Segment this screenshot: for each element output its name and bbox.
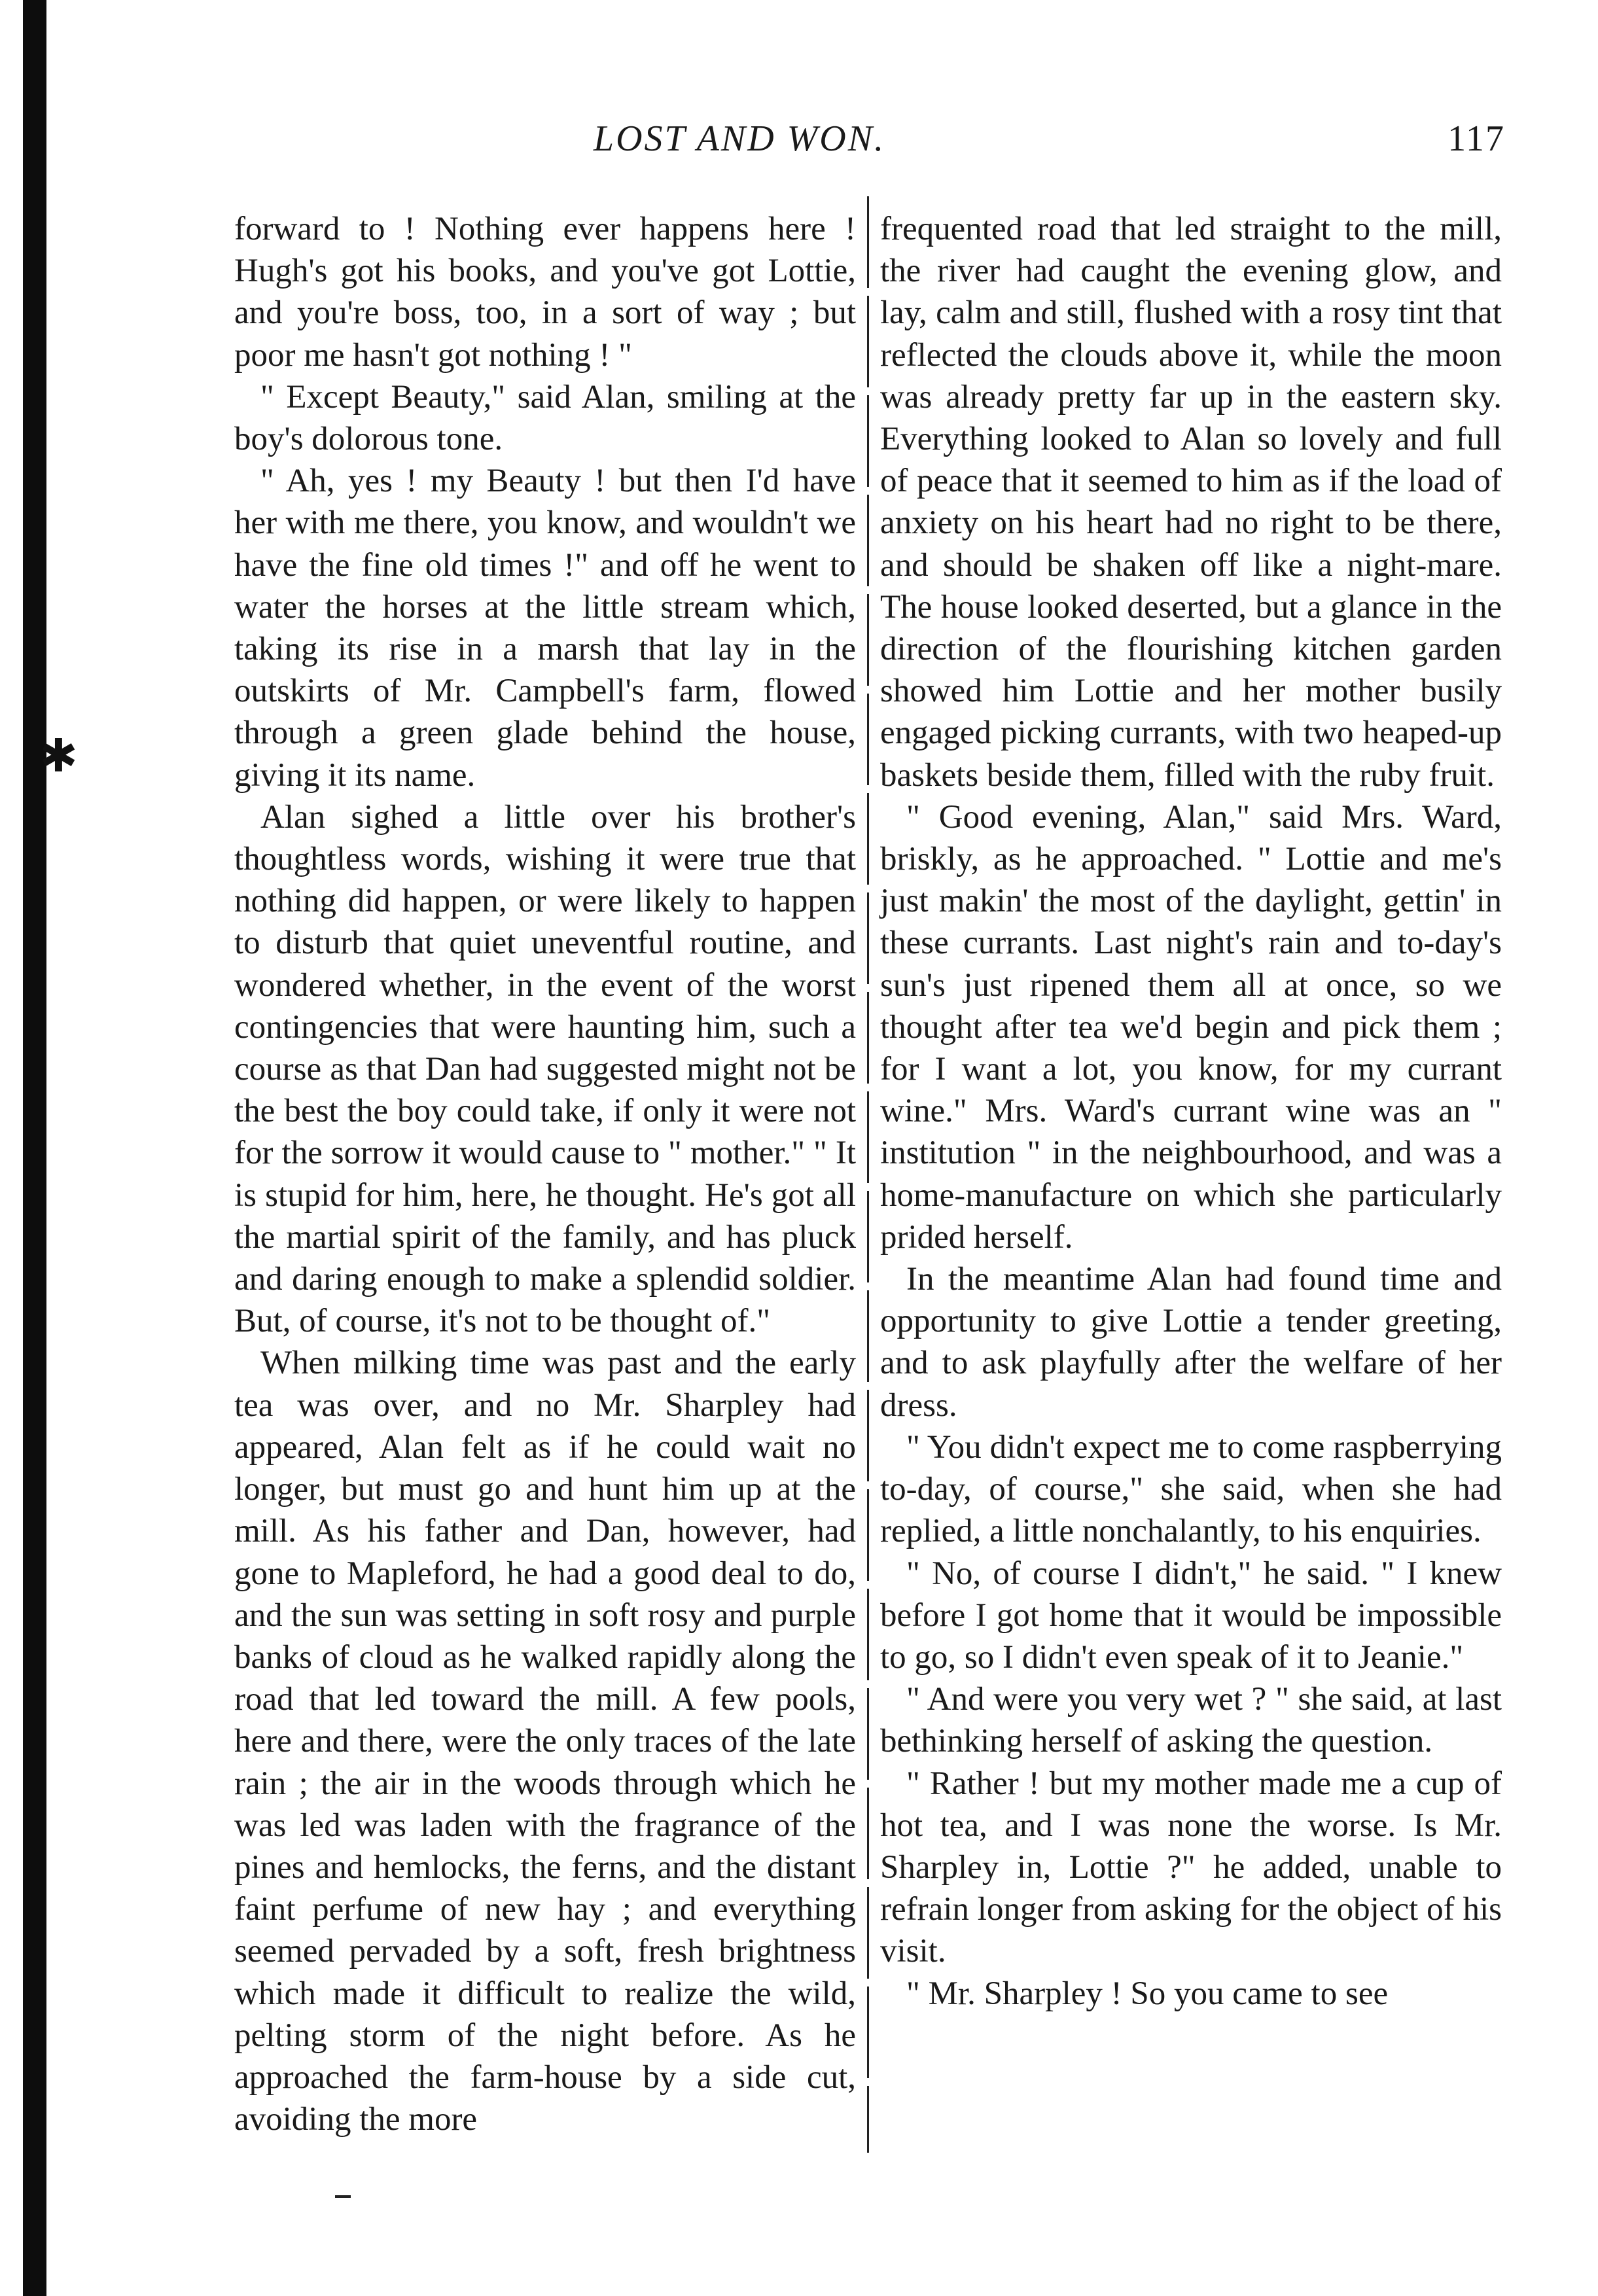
page-header [222,118,1531,170]
paragraph: " Good evening, Alan," said Mrs. Ward, briskly, as he approached. " Lottie and me's just makin' the most of the daylight, gettin' in these currants. Last night's rain and to-day's sun's just ripened them all at once, so we thought after tea we'd begin and pick them ; for I want a lot, you know, for my currant wine." Mrs. Ward's currant wine was an " institution " in the neighbourhood, and was a home-manufacture on which she particularly prided herself. [880,798,1502,1256]
paragraph: " And were you very wet ? " she said, at last bethinking herself of asking the question. [880,1681,1502,1760]
paragraph: " Except Beauty," said Alan, smiling at the boy's dolorous tone. [234,378,856,458]
paragraph: When milking time was past and the early tea was over, and no Mr. Sharpley had appeared, Alan felt as if he could wait no longer, but must go and hunt him up at the mill. As his father and Dan, however, had gone to Mapleford, he had a good deal to do, and the sun was setting in soft rosy and purple banks of cloud as he walked rapidly along the road that led toward the mill. A few pools, here and there, were the only traces of the late rain ; the air in the woods through which he was led was laden with the fragrance of the pines and hemlocks, the ferns, and the distant faint perfume of new hay ; and everything seemed pervaded by a soft, fresh brightness which made it difficult to realize the wild, pelting storm of the night before. As he approached the farm-house by a side cut, avoiding the more [234,1345,856,2138]
right-column [880,208,1502,2171]
page-number: 117 [1447,118,1505,159]
running-title: LOST AND WON. [593,118,886,159]
left-column [234,208,856,2171]
paragraph: " No, of course I didn't," he said. " I knew before I got home that it would be impossible to go, so I didn't even speak of it to Jeanie." [880,1555,1502,1676]
paragraph: " Ah, yes ! my Beauty ! but then I'd have her with me there, you know, and wouldn't we have the fine old times !" and off he went to water the horses at the little stream which, taking its rise in a marsh that lay in the outskirts of Mr. Campbell's farm, flowed through a green glade behind the house, giving it its name. [234,463,856,794]
paragraph: frequented road that led straight to the mill, the river had caught the evening glow, and lay, calm and still, flushed with a rosy tint that reflected the clouds above it, while the moon was already pretty far up in the eastern sky. Everything looked to Alan so lovely and full of peace that it seemed to him as if the load of anxiety on his heart had no right to be there, and should be shaken off like a night-mare. The house looked deserted, but a glance in the direction of the flourishing kitchen garden showed him Lottie and her mother busily engaged picking currants, with two heaped-up baskets beside them, filled with the ruby fruit. [880,211,1502,794]
paragraph: " You didn't expect me to come raspberrying to-day, of course," she said, when she had replied, a little nonchalantly, to his enquiries. [880,1428,1502,1550]
margin-mark: ✱ [39,729,78,783]
binding-edge [23,0,46,2296]
paragraph: Alan sighed a little over his brother's thoughtless words, wishing it were true that nothing did happen, or were likely to happen to disturb that quiet uneventful routine, and wondered whether, in the event of the worst contingencies that were haunting him, such a course as that Dan had suggested might not be the best the boy could take, if only it were not for the sorrow it would cause to " mother." " It is stupid for him, here, he thought. He's got all the martial spirit of the family, and has pluck and daring enough to make a splendid soldier. But, of course, it's not to be thought of." [234,798,856,1340]
stray-mark [335,2195,351,2198]
paragraph: forward to ! Nothing ever happens here ! Hugh's got his books, and you've got Lottie, and you're boss, too, in a sort of way ; but poor me hasn't got nothing ! " [234,211,856,374]
paragraph: " Rather ! but my mother made me a cup of hot tea, and I was none the worse. Is Mr. Sharpley in, Lottie ?" he added, unable to refrain longer from asking for the object of his visit. [880,1765,1502,1970]
paragraph: In the meantime Alan had found time and opportunity to give Lottie a tender greeting, and to ask playfully after the welfare of her dress. [880,1261,1502,1424]
paragraph: " Mr. Sharpley ! So you came to see [906,1975,1389,2012]
column-divider [867,196,869,2153]
